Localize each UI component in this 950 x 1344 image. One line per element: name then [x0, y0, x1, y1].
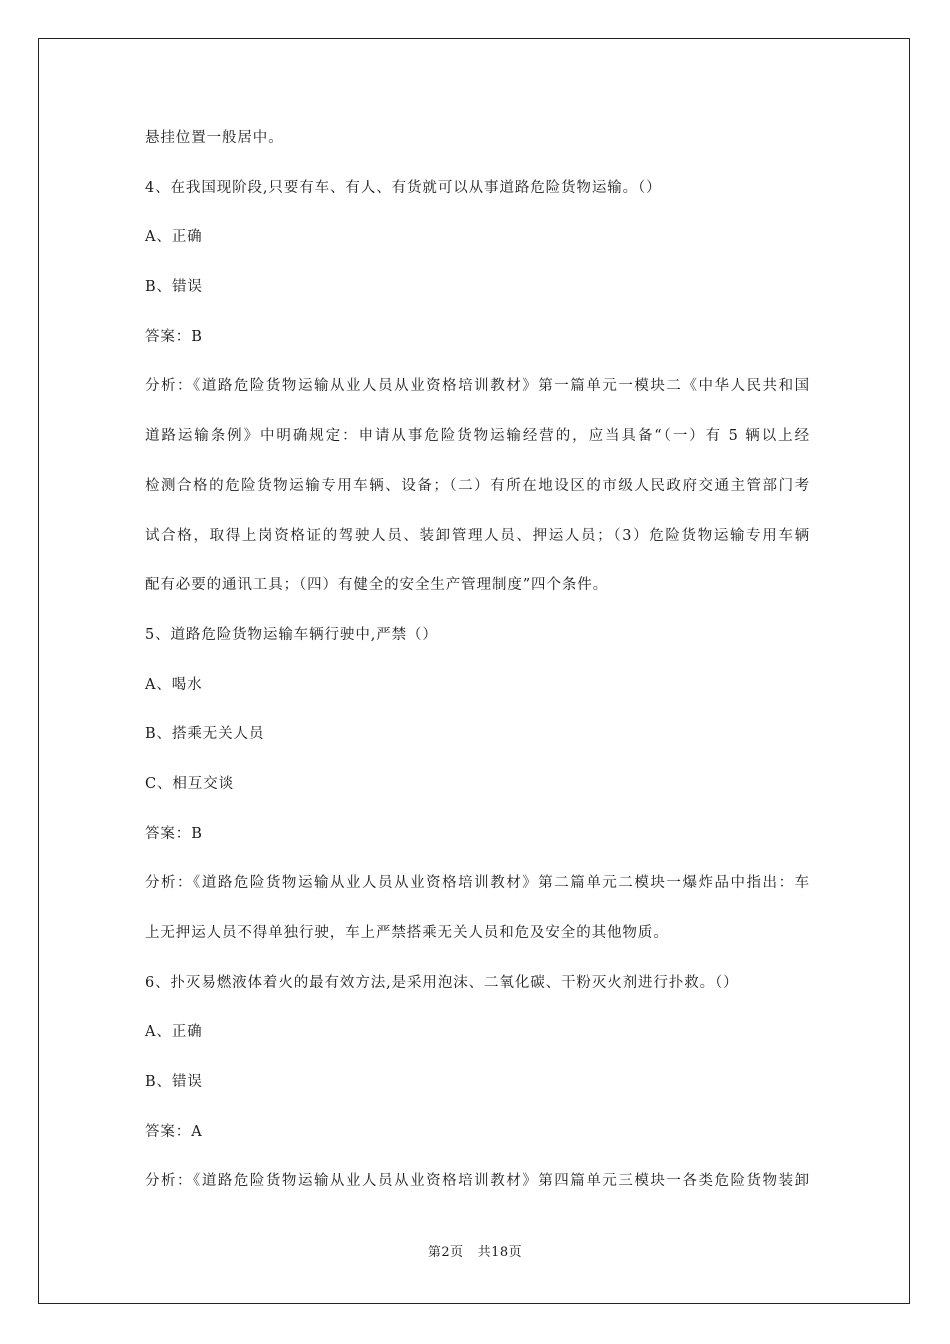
answer: 答案：A — [145, 1123, 203, 1140]
answer: 答案：B — [145, 825, 203, 842]
page-footer — [0, 1244, 950, 1262]
page-number: 第2页 — [427, 1245, 464, 1260]
text-line: 悬挂位置一般居中。 — [145, 130, 284, 146]
analysis-line: 道路运输条例》中明确规定：申请从事危险货物运输经营的，应当具备“（一）有 5 辆以上经 — [145, 428, 810, 445]
question-6: 6、扑灭易燃液体着火的最有效方法,是采用泡沫、二氧化碳、干粉灭火剂进行扑救。（） — [145, 974, 739, 991]
option-a: A、正确 — [145, 1024, 203, 1041]
option-a: A、喝水 — [145, 676, 203, 693]
analysis-line: 上无押运人员不得单独行驶，车上严禁搭乘无关人员和危及安全的其他物质。 — [145, 925, 669, 941]
analysis-line: 分析：《道路危险货物运输从业人员从业资格培训教材》第一篇单元一模块二《中华人民共和国 — [145, 378, 810, 395]
page-total: 共18页 — [477, 1245, 523, 1260]
analysis-line: 配有必要的通讯工具；（四）有健全的安全生产管理制度”四个条件。 — [145, 577, 609, 594]
option-a: A、正确 — [145, 229, 203, 246]
option-b: B、错误 — [145, 279, 203, 296]
option-c: C、相互交谈 — [145, 775, 234, 792]
analysis-line: 检测合格的危险货物运输专用车辆、设备；（二）有所在地设区的市级人民政府交通主管部门考 — [145, 477, 810, 494]
document-body — [145, 127, 810, 1220]
analysis-line: 分析：《道路危险货物运输从业人员从业资格培训教材》第二篇单元二模块一爆炸品中指出：车 — [145, 875, 810, 892]
question-4: 4、在我国现阶段,只要有车、有人、有货就可以从事道路危险货物运输。（） — [145, 179, 662, 196]
answer: 答案：B — [145, 328, 203, 345]
option-b: B、错误 — [145, 1074, 203, 1091]
option-b: B、搭乘无关人员 — [145, 726, 265, 743]
analysis-line: 试合格，取得上岗资格证的驾驶人员、装卸管理人员、押运人员；（3）危险货物运输专用车辆 — [145, 527, 810, 544]
analysis-line: 分析：《道路危险货物运输从业人员从业资格培训教材》第四篇单元三模块一各类危险货物装卸 — [145, 1173, 810, 1190]
question-5: 5、道路危险货物运输车辆行驶中,严禁（） — [145, 626, 438, 643]
